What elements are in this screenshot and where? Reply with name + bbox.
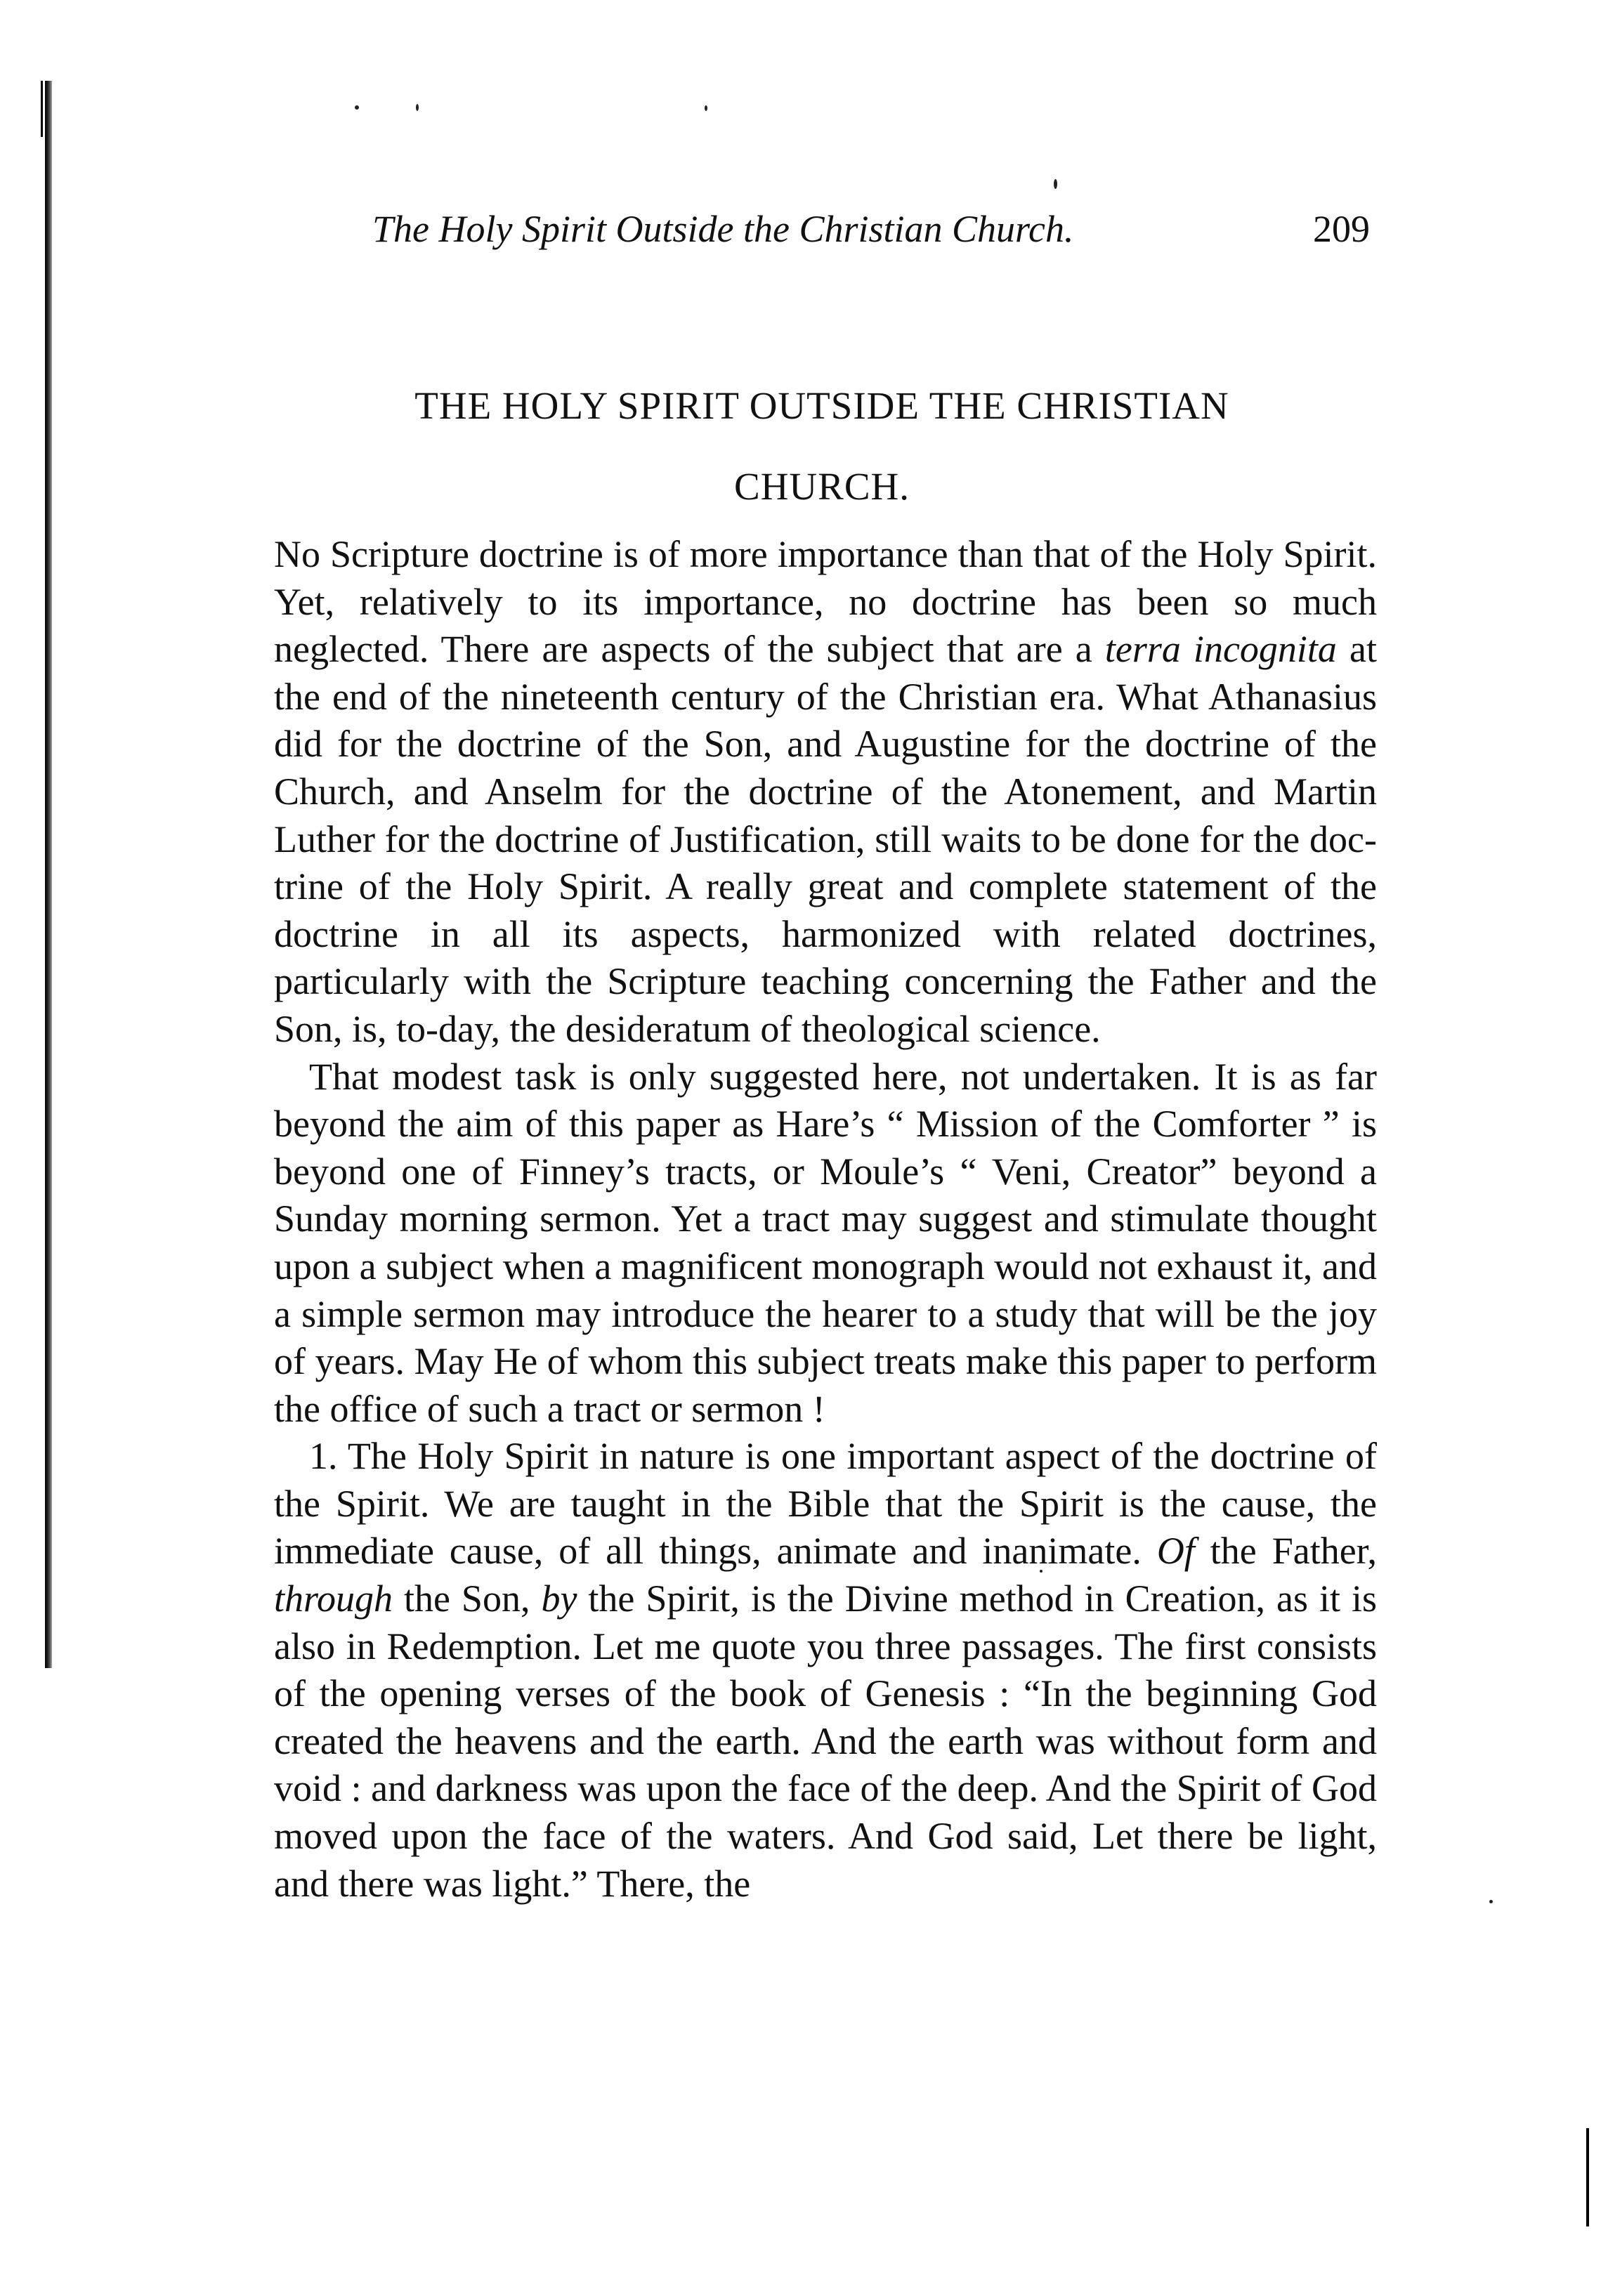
paragraph	[274, 1433, 1377, 1908]
binding-edge-shadow	[41, 81, 43, 137]
paragraph-italic-text: through	[274, 1577, 393, 1620]
chapter-heading-line: CHURCH.	[734, 465, 910, 508]
paragraph-italic-text: terra incognita	[1104, 628, 1337, 671]
paragraph-text: That modest task is only suggested here, not undertaken. It is as far beyond the aim of this paper as Hare’s “ Mission of the Comforter ” is beyond one of Finney’s tracts, or Moule’s “ Veni, Creator” beyond a Sunday morning sermon. Yet a tract may suggest and stimulate thought upon a subject when a magnificent monograph would not exhaust it, and a simple sermon may introduce the hearer to a study that will be the joy of years. May He of whom this subject treats make this paper to perform the office of such a tract or sermon !	[274, 1055, 1377, 1430]
chapter-heading-line: THE HOLY SPIRIT OUTSIDE THE CHRISTIAN	[414, 384, 1229, 427]
running-title: The Holy Spirit Outside the Christian Church.	[372, 208, 1074, 250]
paragraph-text: the Son,	[393, 1577, 542, 1620]
paragraph	[274, 1054, 1377, 1434]
body-text	[274, 531, 1377, 1908]
chapter-heading	[274, 365, 1370, 527]
scan-speck	[1054, 179, 1057, 189]
paragraph-text: the Spirit, is the Divine method in Creation, as it is also in Redemption. Let me quote you three passages. The first consists of the opening verses of the book of Genesis : “In the beginning God created the heavens and the earth. And the earth was without form and void : and darkness was upon the face of the deep. And the Spirit of God moved upon the face of the waters. And God said, Let there be light, and there was light.” There, the	[274, 1577, 1377, 1905]
scan-speck	[416, 104, 419, 111]
scan-speck	[705, 105, 707, 111]
scan-speck	[1489, 1900, 1493, 1903]
paragraph	[274, 531, 1377, 1054]
paragraph-text: the Father,	[1194, 1530, 1377, 1573]
paragraph-italic-text: Of	[1156, 1530, 1195, 1573]
binding-edge-shadow	[45, 81, 52, 1668]
paragraph-text: No Scripture doctrine is of more importance than that of the Holy Spirit. Yet, relatively to its importance, no doctrine has been so much neglected. There are aspects of the subject that are a	[274, 533, 1377, 671]
page-number: 209	[1313, 208, 1370, 250]
running-head	[372, 207, 1370, 256]
paragraph-text: 1. The Holy Spirit in nature is one important aspect of the doctrine of the Spirit. We are taught in the Bible that the Spirit is the cause, the immediate cause, of all things, animate and inanimate.	[274, 1435, 1377, 1573]
scan-speck	[355, 105, 359, 110]
paragraph-text: at the end of the nineteenth century of the Christian era. What Athanasius did for the doctrine of the Son, and Augustine for the doctrine of the Church, and Anselm for the doctrine of the Atonement, and Martin Luther for the doctrine of Justification, still waits to be done for the doctrine of the Holy Spirit. A really great and complete statement of the doctrine in all its aspects, harmonized with related doctrines, particularly with the Scripture teaching concerning the Father and the Son, is, to-day, the desideratum of theological science.	[274, 628, 1377, 1050]
paragraph-italic-text: by	[541, 1577, 577, 1620]
page-edge-mark	[1586, 2128, 1589, 2226]
